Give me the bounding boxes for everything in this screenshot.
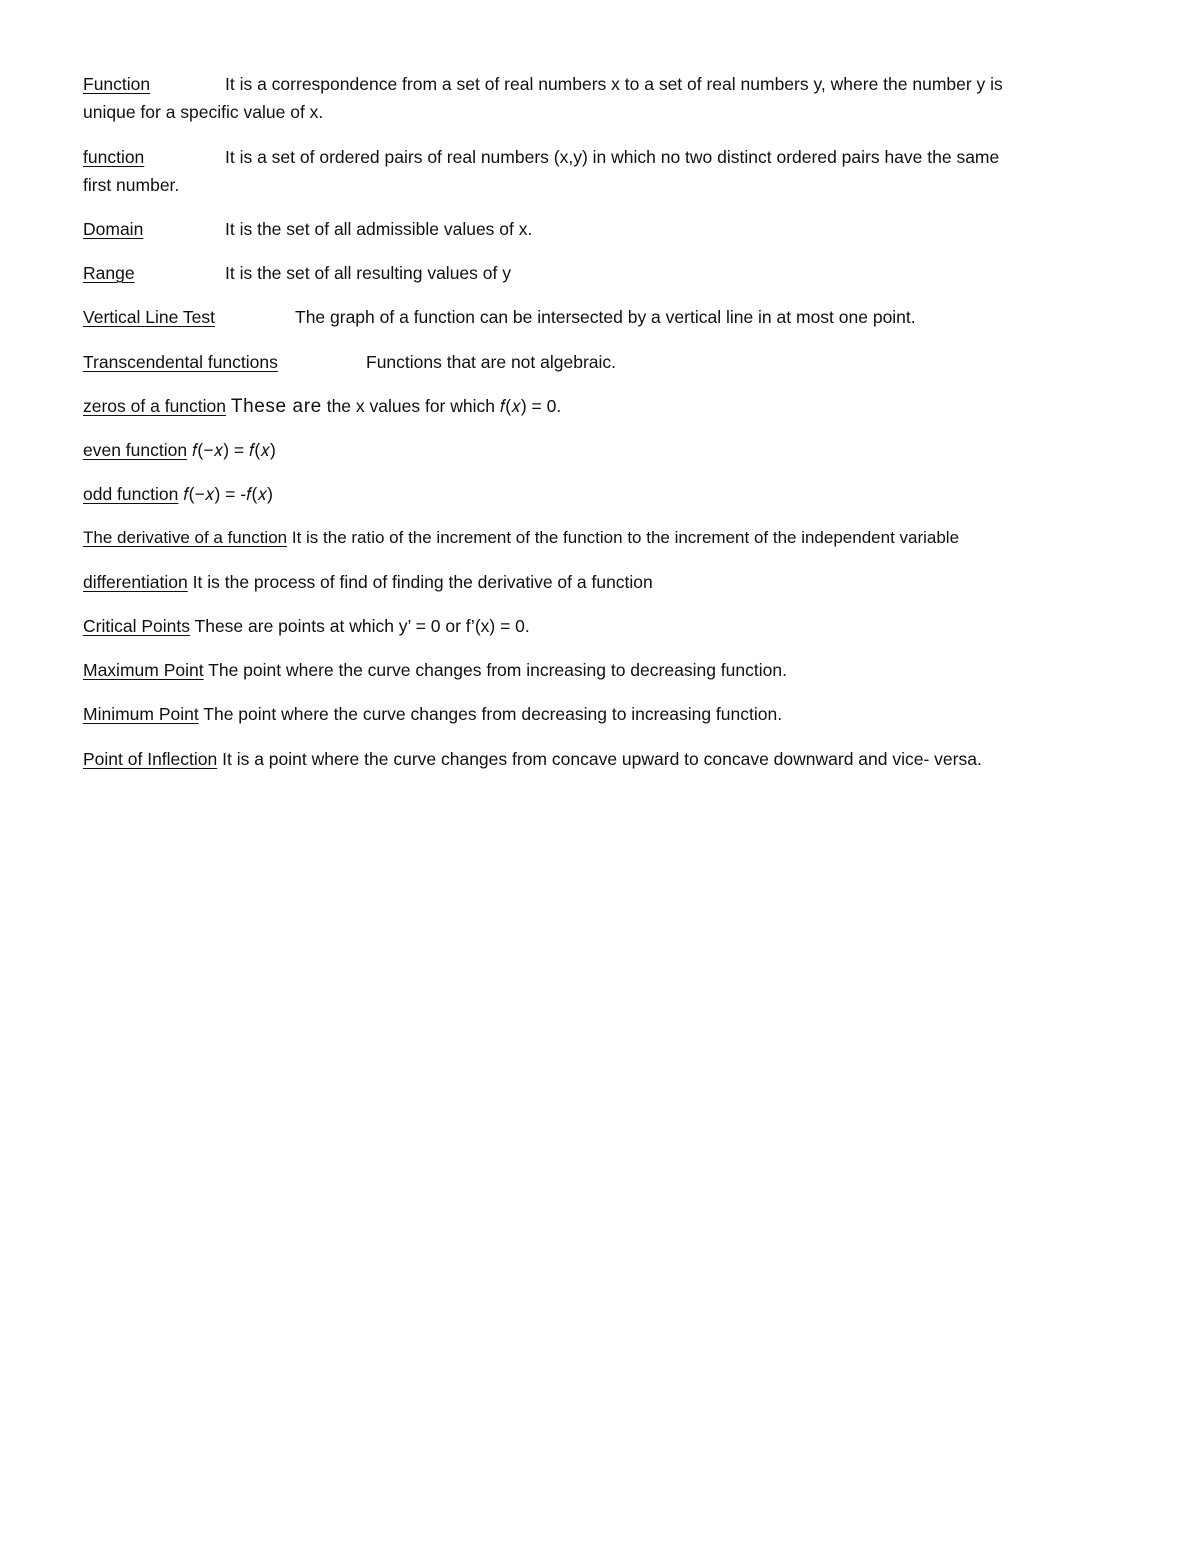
term-label: Function [83,74,151,94]
definition-differentiation [83,568,1143,596]
term-label: even function [83,440,188,460]
definition-text: These are points at which y’ = 0 or f’(x) = 0. [194,616,530,636]
definition-text: It is the ratio of the increment of the function to the increment of the independent variable [291,528,960,547]
definition-text: It is the set of all resulting values of y [225,263,511,283]
definition-text: Functions that are not algebraic. [366,352,617,372]
definition-maximum-point [83,656,1143,684]
definition-text: It is the process of find of finding the derivative of a function [192,572,653,592]
definition-even-function [83,436,1143,464]
term-label: Point of Inflection [83,749,218,769]
definition-odd-function [83,480,1143,508]
definition-text: It is the set of all admissible values of x. [225,219,533,239]
definition-text: first number. [83,175,180,195]
definition-text-part1: These are [230,396,322,417]
term-label: odd function [83,484,179,504]
definition-minimum-point [83,700,1143,728]
definition-text: It is a correspondence from a set of real numbers x to a set of real numbers y, where the number y is [225,74,1003,94]
definition-critical-points [83,612,1143,640]
definition-formula: 𝑓(−𝑥) = 𝑓(𝑥) [191,440,276,460]
definition-function-continued [83,98,1143,126]
definition-vertical-line-test [83,303,1143,331]
definition-text: unique for a specific value of x. [83,102,324,122]
term-label: Transcendental functions [83,352,278,372]
term-label: Maximum Point [83,660,204,680]
definition-text: The point where the curve changes from decreasing to increasing function. [203,704,783,724]
term-label: Domain [83,219,144,239]
term-label: function [83,147,145,167]
definition-function-ordered-pairs-continued [83,171,1143,199]
definition-text: The point where the curve changes from increasing to decreasing function. [208,660,787,680]
term-label: Minimum Point [83,704,199,724]
definition-function-ordered-pairs [83,143,1143,171]
definition-domain [83,215,1143,243]
definition-text: It is a point where the curve changes from concave upward to concave downward and vice- versa. [222,749,982,769]
definition-text: It is a set of ordered pairs of real numbers (x,y) in which no two distinct ordered pairs have the same [225,147,1000,167]
definition-point-of-inflection [83,745,1143,773]
term-label: differentiation [83,572,188,592]
term-label: Range [83,263,135,283]
term-label: Vertical Line Test [83,307,215,327]
term-label: zeros of a function [83,396,226,416]
definition-formula: 𝑓(−𝑥) = -𝑓(𝑥) [183,484,273,504]
definition-text-part2: the x values for which 𝑓(𝑥) = 0. [326,396,562,416]
term-label: Critical Points [83,616,190,636]
definition-zeros-of-a-function [83,392,1143,421]
definition-derivative [83,524,1173,552]
definition-text: The graph of a function can be intersected by a vertical line in at most one point. [295,307,916,327]
definition-function [83,70,1143,98]
term-label: The derivative of a function [83,528,288,547]
definition-transcendental-functions [83,348,1143,376]
definition-range [83,259,1143,287]
